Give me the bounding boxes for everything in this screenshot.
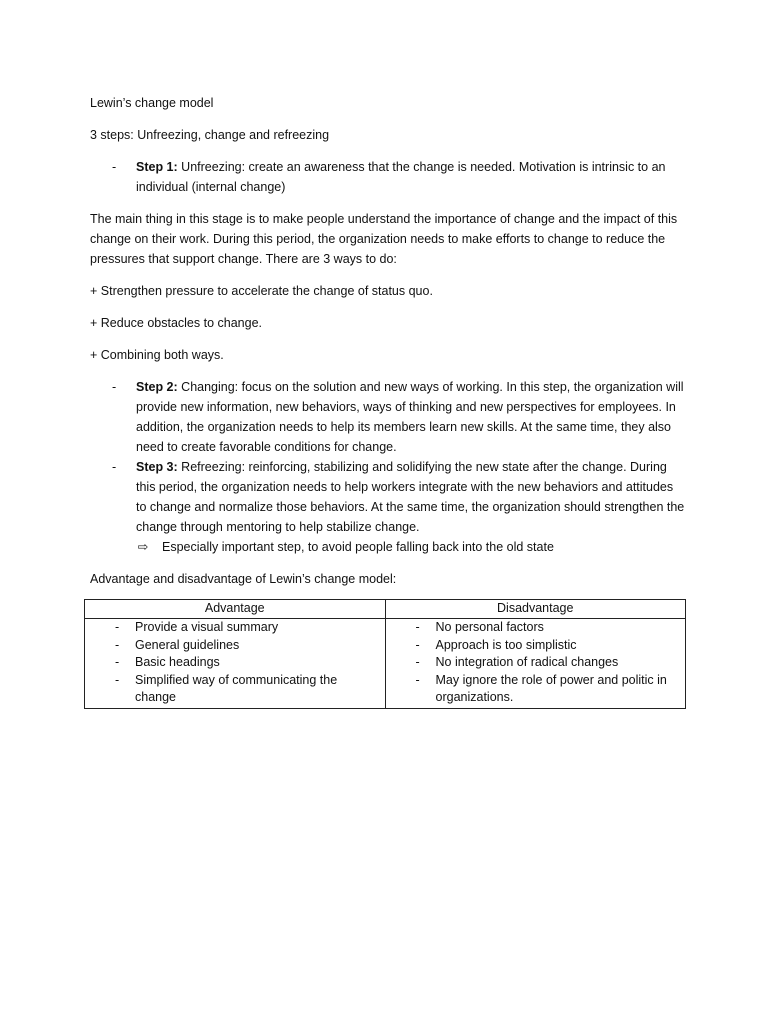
step2-label: Step 2: — [136, 380, 178, 394]
step3-note — [90, 537, 686, 557]
bullet-dash: - — [115, 655, 120, 669]
advantage-text: Provide a visual summary — [135, 620, 279, 634]
document-title: Lewin’s change model — [90, 96, 214, 110]
step23-list — [90, 377, 686, 557]
way-item: + Reduce obstacles to change. — [90, 316, 262, 330]
step3-label: Step 3: — [136, 460, 178, 474]
advantage-header: Advantage — [85, 600, 386, 619]
bullet-dash: - — [415, 620, 420, 634]
way-item: + Strengthen pressure to accelerate the change of status quo. — [90, 284, 433, 298]
advantages-cell — [85, 619, 386, 709]
table-heading: Advantage and disadvantage of Lewin’s change model: — [90, 572, 397, 586]
way-item: + Combining both ways. — [90, 348, 224, 362]
step3-note-text: Especially important step, to avoid people falling back into the old state — [162, 540, 554, 554]
table-header-row — [85, 600, 686, 619]
document-page — [90, 93, 686, 709]
list-item — [89, 672, 381, 707]
step1-item — [90, 157, 686, 197]
advantage-text: Simplified way of communicating the change — [135, 672, 338, 704]
bullet-dash: - — [115, 672, 120, 687]
arrow-right-icon: ⇨ — [137, 540, 149, 554]
step2-item — [90, 377, 686, 457]
list-item — [89, 619, 381, 637]
advantage-text: Basic headings — [135, 655, 220, 669]
advantages-list — [89, 619, 381, 707]
bullet-dash: - — [415, 637, 420, 652]
list-item — [390, 619, 682, 637]
bullet-dash: - — [112, 460, 117, 474]
list-item — [390, 637, 682, 655]
step1-label: Step 1: — [136, 160, 178, 174]
step1-text: Unfreezing: create an awareness that the change is needed. Motivation is intrinsic to an individual (internal change) — [136, 160, 666, 194]
step2-text: Changing: focus on the solution and new ways of working. In this step, the organization will provide new information, new behaviors, ways of thinking and new perspectives for employees. In addition, the organization needs to help its members learn new skills. At the same time, they also need to create favorable conditions for change. — [136, 380, 684, 454]
disadvantage-text: No personal factors — [435, 620, 544, 634]
disadvantages-list — [390, 619, 682, 707]
disadvantage-text: Approach is too simplistic — [435, 637, 577, 652]
step3-item — [90, 457, 686, 557]
list-item — [89, 637, 381, 655]
list-item — [390, 654, 682, 672]
bullet-dash: - — [112, 380, 117, 394]
step1-list — [90, 157, 686, 197]
steps-summary: 3 steps: Unfreezing, change and refreezing — [90, 128, 330, 142]
list-item — [89, 654, 381, 672]
disadvantage-text: May ignore the role of power and politic in organizations. — [435, 672, 667, 704]
advantage-text: General guidelines — [135, 637, 240, 652]
bullet-dash: - — [415, 655, 420, 669]
stage-description: The main thing in this stage is to make people understand the importance of change and the impact of this change on their work. During this period, the organization needs to make efforts to change to reduce the pressures that support change. There are 3 ways to do: — [90, 212, 678, 266]
advantage-disadvantage-table — [84, 599, 686, 709]
bullet-dash: - — [115, 637, 120, 652]
table-row — [85, 619, 686, 709]
disadvantages-cell — [385, 619, 686, 709]
bullet-dash: - — [415, 672, 420, 687]
bullet-dash: - — [115, 620, 120, 634]
disadvantage-text: No integration of radical changes — [435, 655, 619, 669]
step3-text: Refreezing: reinforcing, stabilizing and solidifying the new state after the change. During this period, the organization needs to help workers integrate with the new behaviors and attitudes to change and normalize those behaviors. At the same time, the organization should strengthen the change through mentoring to help stabilize change. — [136, 460, 685, 534]
disadvantage-header: Disadvantage — [385, 600, 686, 619]
list-item — [390, 672, 682, 707]
bullet-dash: - — [112, 160, 117, 174]
